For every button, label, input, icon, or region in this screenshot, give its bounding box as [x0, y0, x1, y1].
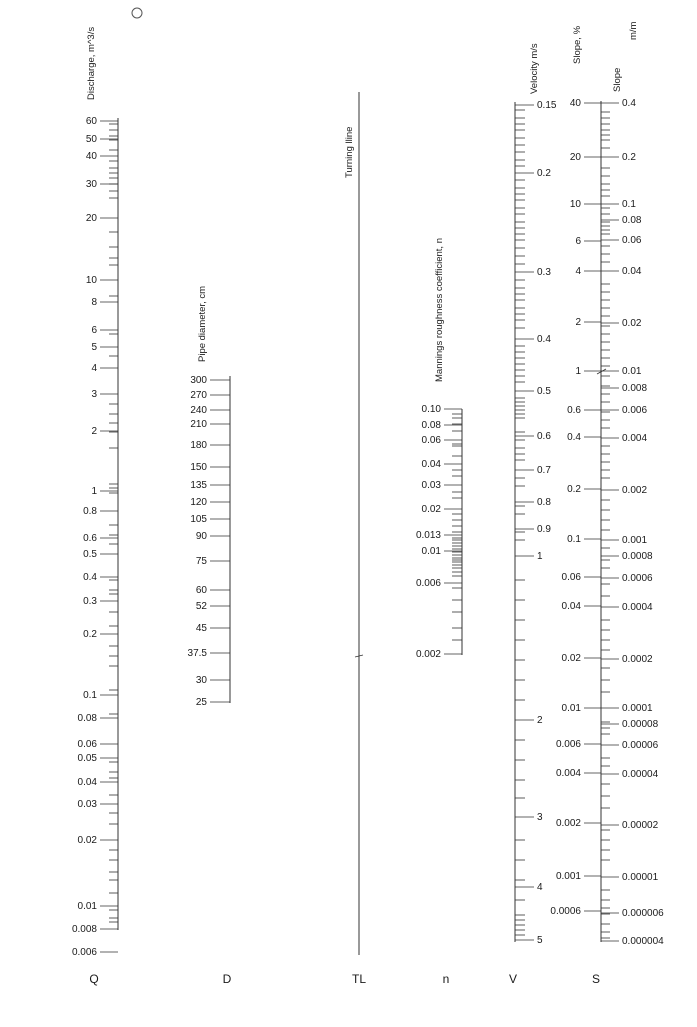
- d-tick: [196, 556, 230, 567]
- slope-mm-tick: [601, 405, 647, 416]
- svg-text:0.0004: 0.0004: [622, 602, 653, 613]
- svg-text:0.08: 0.08: [622, 215, 642, 226]
- svg-text:0.5: 0.5: [537, 386, 551, 397]
- svg-text:0.0001: 0.0001: [622, 703, 653, 714]
- svg-text:75: 75: [195, 556, 207, 567]
- q-tick: [72, 924, 118, 935]
- svg-text:52: 52: [195, 601, 207, 612]
- svg-text:0.8: 0.8: [83, 506, 97, 517]
- svg-text:0.1: 0.1: [83, 690, 97, 701]
- q-tick: [91, 363, 118, 374]
- slope-mm-tick: [601, 235, 642, 246]
- svg-text:0.006: 0.006: [415, 578, 441, 589]
- slope-percent-tick: [575, 236, 601, 247]
- svg-text:20: 20: [85, 213, 97, 224]
- slope-percent-tick: [562, 703, 601, 714]
- q-tick: [86, 151, 118, 162]
- slope-percent-tick: [567, 534, 601, 545]
- svg-text:0.6: 0.6: [567, 405, 581, 416]
- slope-mm-tick: [601, 820, 659, 831]
- svg-text:0.15: 0.15: [537, 100, 557, 111]
- v-tick: [515, 334, 551, 345]
- svg-text:0.002: 0.002: [622, 485, 648, 496]
- slope-mm-tick: [601, 654, 653, 665]
- svg-text:50: 50: [85, 134, 97, 145]
- q-tick: [86, 179, 118, 190]
- v-scale: [509, 43, 557, 986]
- svg-text:0.002: 0.002: [555, 818, 581, 829]
- svg-text:0.002: 0.002: [415, 649, 441, 660]
- svg-text:0.06: 0.06: [421, 435, 441, 446]
- svg-text:105: 105: [190, 514, 207, 525]
- svg-text:3: 3: [91, 389, 97, 400]
- svg-text:0.3: 0.3: [537, 267, 551, 278]
- svg-text:0.0006: 0.0006: [622, 573, 653, 584]
- n-scale: [416, 238, 462, 986]
- svg-text:60: 60: [85, 116, 97, 127]
- svg-text:0.2: 0.2: [537, 168, 551, 179]
- svg-text:120: 120: [190, 497, 207, 508]
- slope-mm-ticks: [601, 98, 664, 947]
- svg-text:0.5: 0.5: [83, 549, 97, 560]
- slope-mm-tick: [601, 872, 659, 883]
- slope-percent-tick: [570, 152, 601, 163]
- q-tick: [86, 116, 118, 127]
- svg-text:0.00004: 0.00004: [622, 769, 659, 780]
- svg-text:210: 210: [190, 419, 207, 430]
- slope-percent-tick: [575, 317, 601, 328]
- svg-text:0.00001: 0.00001: [622, 872, 659, 883]
- slope-mm-tick: [601, 383, 647, 394]
- slope-mm-tick: [601, 602, 653, 613]
- v-tick: [515, 524, 551, 535]
- v-tick: [515, 465, 551, 476]
- svg-text:0.02: 0.02: [622, 318, 642, 329]
- svg-text:0.2: 0.2: [622, 152, 636, 163]
- d-axis-title: Pipe diameter, cm: [197, 285, 208, 362]
- q-tick: [72, 947, 118, 958]
- d-tick: [190, 419, 230, 430]
- svg-text:1: 1: [537, 551, 543, 562]
- d-tick: [190, 375, 230, 386]
- d-tick: [196, 531, 230, 542]
- v-tick: [515, 812, 543, 823]
- slope-mm-tick: [601, 366, 642, 377]
- slope-percent-tick: [562, 601, 601, 612]
- svg-text:0.001: 0.001: [555, 871, 581, 882]
- svg-text:0.03: 0.03: [421, 480, 441, 491]
- svg-text:0.7: 0.7: [537, 465, 551, 476]
- slope-mm-tick: [601, 573, 653, 584]
- v-tick: [515, 715, 543, 726]
- slope-percent-tick: [556, 871, 601, 882]
- svg-text:0.05: 0.05: [77, 753, 97, 764]
- svg-text:0.04: 0.04: [421, 459, 441, 470]
- s-scale: [550, 21, 664, 986]
- svg-text:0.000004: 0.000004: [622, 936, 664, 947]
- svg-text:1: 1: [91, 486, 97, 497]
- svg-text:0.04: 0.04: [77, 777, 97, 788]
- slope-mm-tick: [601, 98, 636, 109]
- n-scale-letter: n: [442, 972, 450, 986]
- svg-text:1: 1: [575, 366, 581, 377]
- q-tick: [78, 739, 118, 750]
- d-tick: [196, 623, 230, 634]
- tl-scale-letter: TL: [351, 972, 367, 986]
- q-tick: [91, 426, 118, 437]
- s-minor-ticks: [601, 112, 610, 938]
- slope-percent-tick: [567, 432, 601, 443]
- svg-text:6: 6: [575, 236, 581, 247]
- d-major-ticks: [188, 375, 230, 708]
- svg-text:60: 60: [195, 585, 207, 596]
- svg-text:0.008: 0.008: [71, 924, 97, 935]
- slope-percent-tick: [562, 653, 601, 664]
- v-tick: [515, 267, 551, 278]
- svg-text:0.6: 0.6: [537, 431, 551, 442]
- slope-mm-tick: [601, 740, 659, 751]
- svg-text:0.06: 0.06: [622, 235, 642, 246]
- v-minor-ticks: [515, 110, 525, 935]
- slope-mm-tick: [601, 535, 647, 546]
- d-tick: [190, 462, 230, 473]
- svg-text:2: 2: [575, 317, 581, 328]
- d-scale-letter: D: [222, 972, 232, 986]
- q-tick: [83, 629, 118, 640]
- v-scale-letter: V: [508, 972, 518, 986]
- q-tick: [78, 835, 118, 846]
- svg-text:8: 8: [91, 297, 97, 308]
- svg-text:0.06: 0.06: [77, 739, 97, 750]
- svg-text:0.00008: 0.00008: [622, 719, 659, 730]
- svg-text:0.02: 0.02: [561, 653, 581, 664]
- svg-text:10: 10: [85, 275, 97, 286]
- n-tick: [416, 649, 462, 660]
- slope-percent-tick: [575, 266, 601, 277]
- svg-text:240: 240: [190, 405, 207, 416]
- svg-text:30: 30: [195, 675, 207, 686]
- svg-text:10: 10: [569, 199, 581, 210]
- n-tick: [422, 480, 462, 491]
- svg-text:37.5: 37.5: [187, 648, 207, 659]
- q-tick: [83, 549, 118, 560]
- v-axis-title: Velocity m/s: [529, 43, 540, 94]
- svg-text:90: 90: [195, 531, 207, 542]
- svg-text:0.004: 0.004: [622, 433, 648, 444]
- svg-text:20: 20: [569, 152, 581, 163]
- svg-text:270: 270: [190, 390, 207, 401]
- v-tick: [515, 386, 551, 397]
- svg-text:0.4: 0.4: [567, 432, 581, 443]
- svg-text:300: 300: [190, 375, 207, 386]
- svg-text:0.4: 0.4: [537, 334, 551, 345]
- slope-percent-ticks: [550, 98, 601, 917]
- n-minor-ticks: [452, 414, 462, 640]
- svg-text:0.03: 0.03: [77, 799, 97, 810]
- d-tick: [196, 675, 230, 686]
- slope-percent-tick: [567, 405, 601, 416]
- q-tick: [83, 596, 118, 607]
- svg-text:4: 4: [91, 363, 97, 374]
- svg-text:0.4: 0.4: [622, 98, 636, 109]
- n-tick: [422, 420, 462, 431]
- svg-text:0.0006: 0.0006: [550, 906, 581, 917]
- svg-text:0.013: 0.013: [415, 530, 441, 541]
- slope-percent-tick: [550, 906, 601, 917]
- d-tick: [190, 440, 230, 451]
- slope-mm-tick: [601, 485, 647, 496]
- slope-mm-tick: [601, 769, 659, 780]
- svg-text:0.0008: 0.0008: [622, 551, 653, 562]
- svg-text:0.01: 0.01: [622, 366, 642, 377]
- svg-text:0.04: 0.04: [561, 601, 581, 612]
- slope-percent-tick: [556, 739, 601, 750]
- d-tick: [188, 648, 230, 659]
- svg-text:0.8: 0.8: [537, 497, 551, 508]
- slope-mm-axis-title: Slope: [612, 67, 623, 92]
- svg-text:0.6: 0.6: [83, 533, 97, 544]
- svg-text:135: 135: [190, 480, 207, 491]
- svg-text:6: 6: [91, 325, 97, 336]
- svg-text:0.006: 0.006: [71, 947, 97, 958]
- svg-text:0.008: 0.008: [622, 383, 648, 394]
- n-tick: [416, 578, 462, 589]
- tl-axis-title: Turning lline: [344, 126, 355, 178]
- v-tick: [515, 100, 557, 111]
- n-tick: [422, 504, 462, 515]
- q-tick: [86, 275, 118, 286]
- svg-text:5: 5: [537, 935, 543, 946]
- v-tick: [515, 168, 551, 179]
- n-axis-title: Mannings roughness coefficient, n: [434, 238, 445, 382]
- n-tick: [422, 404, 462, 415]
- q-tick: [83, 506, 118, 517]
- slope-mm-tick: [601, 318, 642, 329]
- svg-text:0.004: 0.004: [555, 768, 581, 779]
- slope-mm-tick: [601, 908, 664, 919]
- slope-mm-tick: [601, 215, 642, 226]
- q-minor-ticks: [109, 124, 118, 922]
- d-tick: [190, 405, 230, 416]
- svg-text:25: 25: [195, 697, 207, 708]
- d-tick: [196, 601, 230, 612]
- svg-text:4: 4: [537, 882, 543, 893]
- svg-text:30: 30: [85, 179, 97, 190]
- d-tick: [190, 390, 230, 401]
- q-axis-title: Discharge, m^3/s: [86, 26, 97, 100]
- svg-text:0.000006: 0.000006: [622, 908, 664, 919]
- v-tick: [515, 882, 543, 893]
- slope-percent-tick: [556, 768, 601, 779]
- q-tick: [91, 342, 118, 353]
- svg-text:0.9: 0.9: [537, 524, 551, 535]
- circle-marker-icon: [132, 8, 142, 18]
- svg-text:0.04: 0.04: [622, 266, 642, 277]
- svg-text:0.08: 0.08: [421, 420, 441, 431]
- svg-text:0.4: 0.4: [83, 572, 97, 583]
- turning-line: [344, 92, 366, 986]
- svg-text:0.01: 0.01: [421, 546, 441, 557]
- v-tick: [515, 551, 543, 562]
- slope-percent-axis-title: Slope, %: [572, 25, 583, 64]
- svg-text:5: 5: [91, 342, 97, 353]
- slope-mm-unit-title: m/m: [628, 21, 639, 40]
- svg-text:0.001: 0.001: [622, 535, 648, 546]
- q-tick: [78, 713, 118, 724]
- slope-percent-tick: [562, 572, 601, 583]
- d-tick: [196, 585, 230, 596]
- q-tick: [83, 690, 118, 701]
- slope-percent-tick: [575, 366, 601, 377]
- svg-text:40: 40: [85, 151, 97, 162]
- q-tick: [86, 213, 118, 224]
- svg-text:0.1: 0.1: [567, 534, 581, 545]
- slope-mm-tick: [601, 936, 664, 947]
- slope-percent-tick: [570, 199, 601, 210]
- d-tick: [190, 497, 230, 508]
- v-tick: [515, 935, 543, 946]
- svg-text:4: 4: [575, 266, 581, 277]
- svg-text:0.02: 0.02: [421, 504, 441, 515]
- svg-text:0.0002: 0.0002: [622, 654, 653, 665]
- q-tick: [78, 777, 118, 788]
- svg-text:2: 2: [91, 426, 97, 437]
- svg-text:0.2: 0.2: [83, 629, 97, 640]
- d-tick: [190, 480, 230, 491]
- s-scale-letter: S: [591, 972, 601, 986]
- svg-text:0.1: 0.1: [622, 199, 636, 210]
- svg-text:0.00006: 0.00006: [622, 740, 659, 751]
- d-tick: [190, 514, 230, 525]
- n-tick: [422, 459, 462, 470]
- svg-text:180: 180: [190, 440, 207, 451]
- q-tick: [91, 389, 118, 400]
- svg-text:0.10: 0.10: [421, 404, 441, 415]
- svg-text:0.08: 0.08: [77, 713, 97, 724]
- slope-mm-tick: [601, 703, 653, 714]
- slope-mm-tick: [601, 152, 636, 163]
- svg-text:3: 3: [537, 812, 543, 823]
- svg-text:0.00002: 0.00002: [622, 820, 659, 831]
- svg-text:0.006: 0.006: [555, 739, 581, 750]
- q-scale: [72, 27, 118, 986]
- q-major-ticks: [72, 116, 118, 958]
- svg-text:0.06: 0.06: [561, 572, 581, 583]
- svg-text:0.3: 0.3: [83, 596, 97, 607]
- slope-mm-tick: [601, 266, 642, 277]
- svg-text:150: 150: [190, 462, 207, 473]
- slope-mm-tick: [601, 433, 647, 444]
- q-tick: [83, 572, 118, 583]
- svg-text:45: 45: [195, 623, 207, 634]
- svg-text:0.01: 0.01: [77, 901, 97, 912]
- svg-text:2: 2: [537, 715, 543, 726]
- svg-text:0.2: 0.2: [567, 484, 581, 495]
- svg-text:0.02: 0.02: [77, 835, 97, 846]
- svg-text:0.006: 0.006: [622, 405, 648, 416]
- slope-percent-tick: [567, 484, 601, 495]
- svg-text:0.01: 0.01: [561, 703, 581, 714]
- svg-text:40: 40: [569, 98, 581, 109]
- q-tick: [91, 297, 118, 308]
- slope-percent-tick: [556, 818, 601, 829]
- q-tick: [78, 799, 118, 810]
- d-scale: [188, 286, 232, 986]
- slope-percent-tick: [570, 98, 601, 109]
- v-major-ticks: [515, 100, 557, 946]
- q-scale-letter: Q: [89, 972, 99, 986]
- d-tick: [196, 697, 230, 708]
